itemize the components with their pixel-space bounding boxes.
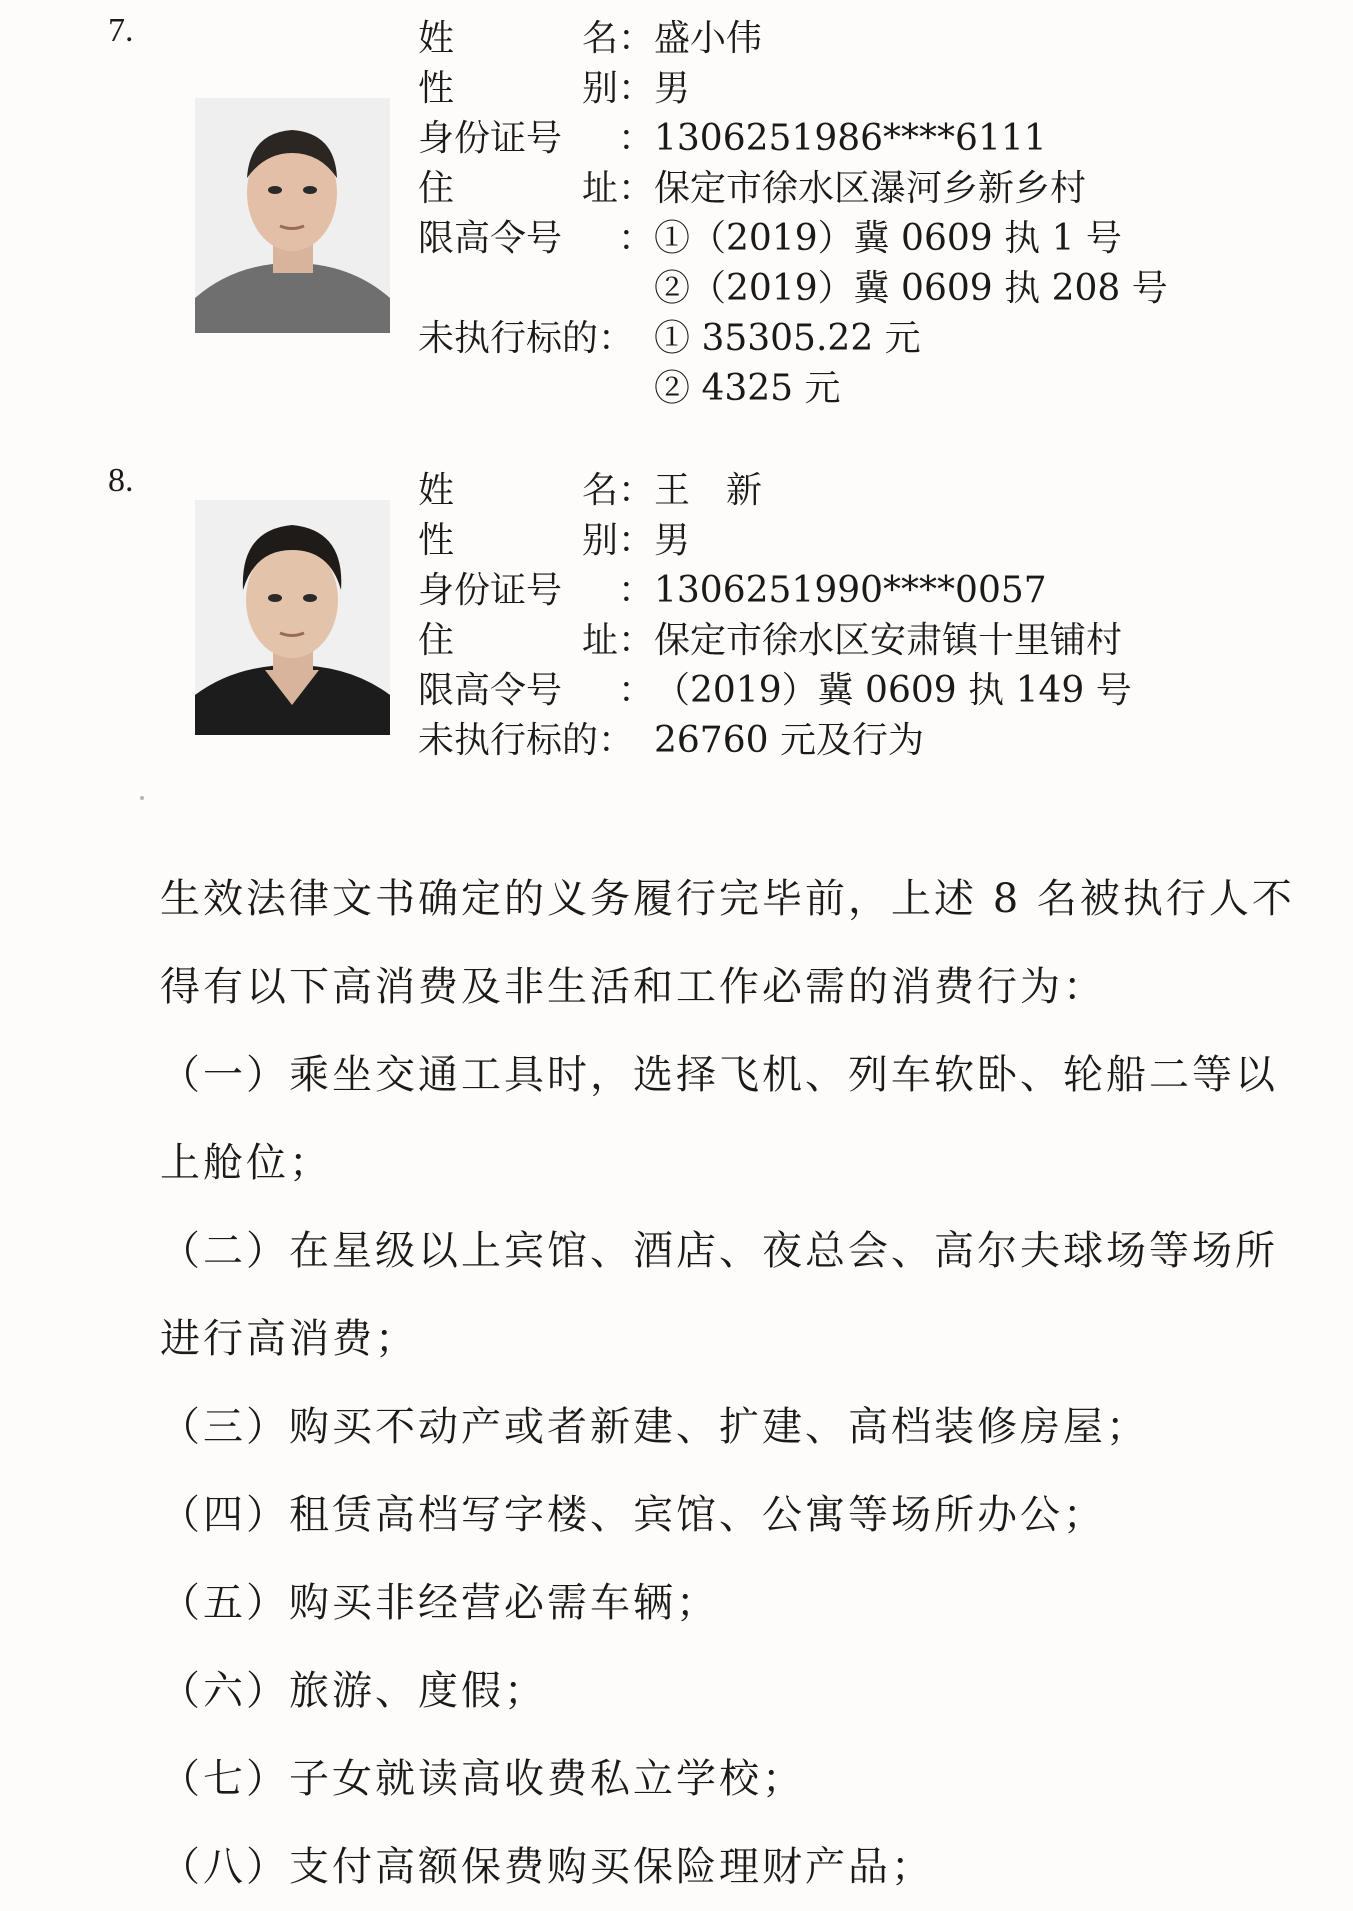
id-value: 1306251990****0057 xyxy=(654,570,1047,611)
restriction-item: （二）在星级以上宾馆、酒店、夜总会、高尔夫球场等场所进行高消费； xyxy=(160,1228,1278,1362)
entry-number: 7. xyxy=(108,12,134,49)
address-label: 住 址 xyxy=(418,620,618,661)
gender-row: 性 别 ： 男 xyxy=(418,516,1132,566)
name-row: 姓 名 ： 盛小伟 xyxy=(418,14,1168,64)
address-row: 住 址 ： 保定市徐水区安肃镇十里铺村 xyxy=(418,616,1132,666)
gender-value: 男 xyxy=(654,520,691,561)
order-row: 限高令号 ： （2019）冀 0609 执 149 号 xyxy=(418,666,1132,716)
gender-row: 性 别 ： 男 xyxy=(418,64,1168,114)
order-label: 限高令号 xyxy=(418,218,563,259)
unexecuted-label: 未执行标的： xyxy=(418,720,635,761)
id-value: 1306251986****6111 xyxy=(654,118,1047,159)
restriction-item: （七）子女就读高收费私立学校； xyxy=(160,1756,805,1802)
unexecuted-label: 未执行标的： xyxy=(418,318,635,359)
portrait-image xyxy=(195,500,390,735)
name-row: 姓 名 ： 王 新 xyxy=(418,466,1132,516)
unexecuted-row xyxy=(418,314,1168,364)
order-row: 限高令号 ： ①（2019）冀 0609 执 1 号 xyxy=(418,214,1168,264)
name-label: 姓 名 xyxy=(418,18,618,59)
restriction-item: （一）乘坐交通工具时，选择飞机、列车软卧、轮船二等以上舱位； xyxy=(160,1052,1278,1186)
unexecuted-row xyxy=(418,716,1132,766)
restriction-item: （六）旅游、度假； xyxy=(160,1668,547,1714)
id-row: 身份证号 ： 1306251990****0057 xyxy=(418,566,1132,616)
name-value: 王 新 xyxy=(654,470,763,511)
unexecuted-row-continued xyxy=(418,364,1168,414)
restriction-item: （四）租赁高档写字楼、宾馆、公寓等场所办公； xyxy=(160,1492,1106,1538)
address-value: 保定市徐水区瀑河乡新乡村 xyxy=(654,168,1087,209)
intro-paragraph: 生效法律文书确定的义务履行完毕前，上述 8 名被执行人不得有以下高消费及非生活和工作必需的消费行为： xyxy=(160,876,1295,1010)
restriction-item: （三）购买不动产或者新建、扩建、高档装修房屋； xyxy=(160,1404,1149,1450)
order-value: ②（2019）冀 0609 执 208 号 xyxy=(654,268,1168,309)
restriction-text xyxy=(60,855,1300,1911)
person-photo xyxy=(195,98,390,333)
person-info xyxy=(418,14,1168,414)
unexecuted-value: ① 35305.22 元 xyxy=(654,318,921,359)
id-row: 身份证号 ： 1306251986****6111 xyxy=(418,114,1168,164)
id-label: 身份证号 xyxy=(418,118,563,159)
address-label: 住 址 xyxy=(418,168,618,209)
order-value: （2019）冀 0609 执 149 号 xyxy=(654,670,1132,711)
order-value: ①（2019）冀 0609 执 1 号 xyxy=(654,218,1122,259)
restriction-item: （八）支付高额保费购买保险理财产品； xyxy=(160,1844,934,1890)
person-photo xyxy=(195,500,390,735)
order-label: 限高令号 xyxy=(418,670,563,711)
unexecuted-value: 26760 元及行为 xyxy=(654,720,924,761)
gender-value: 男 xyxy=(654,68,691,109)
name-label: 姓 名 xyxy=(418,470,618,511)
gender-label: 性 别 xyxy=(418,520,618,561)
address-row: 住 址 ： 保定市徐水区瀑河乡新乡村 xyxy=(418,164,1168,214)
scan-speck xyxy=(140,796,144,800)
address-value: 保定市徐水区安肃镇十里铺村 xyxy=(654,620,1123,661)
portrait-image xyxy=(195,98,390,333)
person-info xyxy=(418,466,1132,766)
id-label: 身份证号 xyxy=(418,570,563,611)
entry-number: 8. xyxy=(108,462,134,499)
restriction-item: （五）购买非经营必需车辆； xyxy=(160,1580,719,1626)
gender-label: 性 别 xyxy=(418,68,618,109)
name-value: 盛小伟 xyxy=(654,18,763,59)
unexecuted-value: ② 4325 元 xyxy=(654,368,841,409)
order-row-continued xyxy=(418,264,1168,314)
